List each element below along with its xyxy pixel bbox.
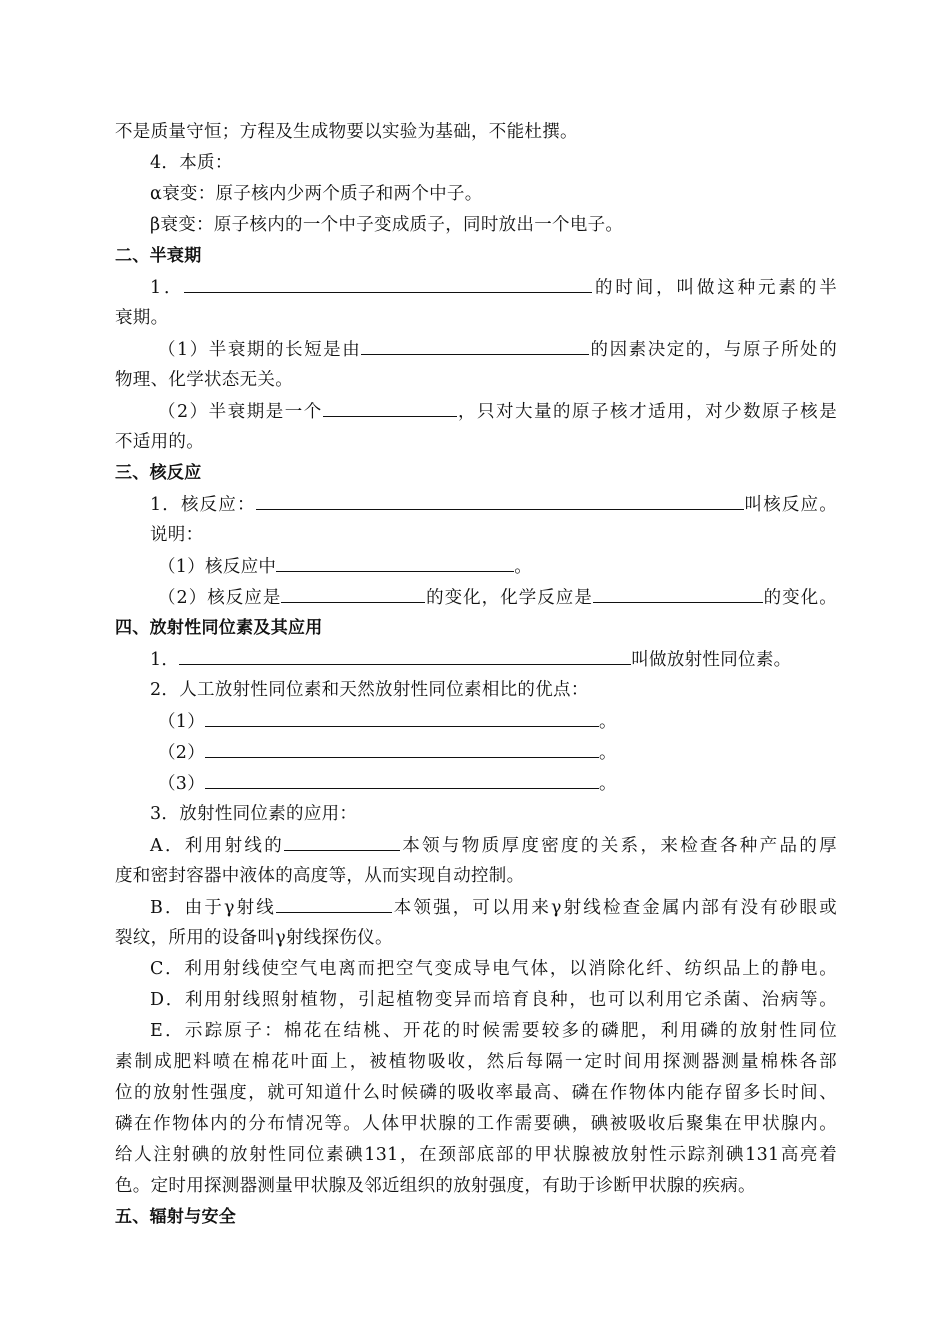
text-segment: 。 <box>599 712 617 732</box>
text-line: 衰期。 <box>115 308 169 328</box>
application-a <box>150 830 837 861</box>
fill-in-blank[interactable] <box>276 551 514 572</box>
text-segment: B．由于γ射线 <box>150 898 276 918</box>
isotope-def-line <box>150 644 837 675</box>
text-segment: （1）核反应中 <box>158 557 277 577</box>
text-segment: 。 <box>514 557 533 577</box>
text-segment: （3） <box>158 774 206 794</box>
text-segment: 的时间，叫做这种元素的半 <box>592 278 837 298</box>
text-segment: ，只对大量的原子核才适用，对少数原子核是 <box>456 402 837 422</box>
text-segment: （1） <box>158 712 206 732</box>
text-line: 位的放射性强度，就可知道什么时候磷的吸收率最高、磷在作物体内能存留多长时间、 <box>115 1083 837 1103</box>
text-segment: 1． <box>150 650 180 670</box>
fill-in-blank[interactable] <box>205 737 599 758</box>
application-e: E．示踪原子：棉花在结桃、开花的时候需要较多的磷肥，利用磷的放射性同位 <box>150 1021 837 1041</box>
fill-in-blank[interactable] <box>179 644 631 665</box>
fill-in-blank[interactable] <box>276 892 392 913</box>
text-segment: 1．核反应： <box>150 495 256 515</box>
text-segment: 。 <box>599 743 617 763</box>
beta-decay-line: β衰变：原子核内的一个中子变成质子，同时放出一个电子。 <box>150 215 624 235</box>
section-heading-radiation-safety: 五、辐射与安全 <box>115 1207 237 1227</box>
text-line: 不是质量守恒；方程及生成物要以实验为基础，不能杜撰。 <box>115 122 578 142</box>
text-segment: 叫核反应。 <box>743 495 838 515</box>
text-segment: （2） <box>158 743 206 763</box>
nuclear-reaction-point-1 <box>158 551 837 582</box>
text-line: 3．放射性同位素的应用： <box>150 804 358 824</box>
fill-in-blank[interactable] <box>361 334 589 355</box>
text-line: 素制成肥料喷在棉花叶面上，被植物吸收，然后每隔一定时间用探测器测量棉株各部 <box>115 1052 837 1072</box>
text-segment: 的变化，化学反应是 <box>425 588 593 608</box>
fill-in-blank[interactable] <box>205 706 599 727</box>
advantage-3 <box>158 768 837 799</box>
fill-in-blank[interactable] <box>281 582 425 603</box>
application-d: D．利用射线照射植物，引起植物变异而培育良种，也可以利用它杀菌、治病等。 <box>150 990 837 1010</box>
half-life-point-2 <box>158 396 837 427</box>
nuclear-reaction-def-line <box>150 489 837 520</box>
text-line: 色。定时用探测器测量甲状腺及邻近组织的放射强度，有助于诊断甲状腺的疾病。 <box>115 1176 756 1196</box>
application-c: C．利用射线使空气电离而把空气变成导电气体，以消除化纤、纺织品上的静电。 <box>150 959 837 979</box>
text-segment: 的因素决定的，与原子所处的 <box>589 340 837 360</box>
fill-in-blank[interactable] <box>256 489 744 510</box>
text-segment: （2）半衰期是一个 <box>158 402 323 422</box>
nuclear-reaction-point-2 <box>158 582 837 613</box>
text-segment: 本领强，可以用来γ射线检查金属内部有没有砂眼或 <box>391 898 837 918</box>
fill-in-blank[interactable] <box>205 768 599 789</box>
text-line: 说明： <box>150 525 204 545</box>
alpha-decay-line: α衰变：原子核内少两个质子和两个中子。 <box>150 184 483 204</box>
text-line: 不适用的。 <box>115 432 204 452</box>
text-segment: A．利用射线的 <box>150 836 285 856</box>
fill-in-blank[interactable] <box>593 582 763 603</box>
text-segment: 。 <box>599 774 617 794</box>
item-essence: 4．本质： <box>150 153 233 173</box>
text-segment: 的变化。 <box>762 588 838 608</box>
fill-in-blank[interactable] <box>284 830 400 851</box>
application-b <box>150 892 837 923</box>
text-segment: （1）半衰期的长短是由 <box>158 340 362 360</box>
fill-in-blank[interactable] <box>184 272 592 293</box>
section-heading-isotopes: 四、放射性同位素及其应用 <box>115 618 323 638</box>
half-life-point-1 <box>158 334 837 365</box>
text-line: 给人注射碘的放射性同位素碘131，在颈部底部的甲状腺被放射性示踪剂碘131高亮着 <box>115 1145 837 1165</box>
text-segment: 叫做放射性同位素。 <box>631 650 792 670</box>
text-segment: 1． <box>150 278 185 298</box>
half-life-def-line <box>150 272 837 303</box>
text-segment: 本领与物质厚度密度的关系，来检查各种产品的厚 <box>400 836 837 856</box>
advantage-2 <box>158 737 837 768</box>
text-line: 物理、化学状态无关。 <box>115 370 293 390</box>
advantage-1 <box>158 706 837 737</box>
text-line: 2．人工放射性同位素和天然放射性同位素相比的优点： <box>150 680 589 700</box>
text-line: 裂纹，所用的设备叫γ射线探伤仪。 <box>115 928 393 948</box>
section-heading-half-life: 二、半衰期 <box>115 246 202 266</box>
text-line: 度和密封容器中液体的高度等，从而实现自动控制。 <box>115 866 525 886</box>
text-segment: （2）核反应是 <box>158 588 282 608</box>
section-heading-nuclear-reaction: 三、核反应 <box>115 463 202 483</box>
text-line: 磷在作物体内的分布情况等。人体甲状腺的工作需要碘，碘被吸收后聚集在甲状腺内。 <box>115 1114 837 1134</box>
fill-in-blank[interactable] <box>323 396 457 417</box>
